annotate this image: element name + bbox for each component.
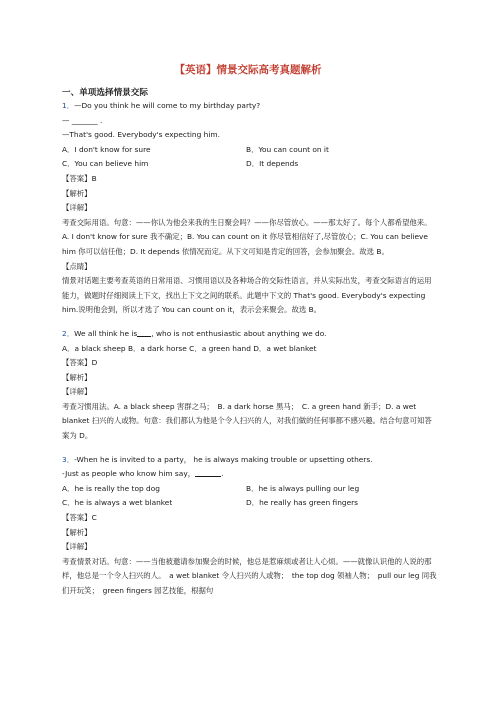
comment-text: 情景对话题主要考查英语的日常用语、习惯用语以及各种场合的交际性语言，并从实际出发，考查交际语言的运用能力，做题时仔细阅读上下文，找出上下文之间的联系。此题中下文的 That's good. Everybody's expecting him.说明他会到，所以才选了 You can count on it，表示会来聚会。故选 B。 bbox=[62, 276, 432, 315]
question-text: -Just as people who know him say， bbox=[62, 469, 196, 479]
option-b: B．You can count on it bbox=[246, 144, 329, 154]
question-1-stem bbox=[62, 99, 438, 114]
question-text: -When he is invited to a party， he is always making trouble or upsetting others. bbox=[74, 454, 373, 464]
detail-label: 【详解】 bbox=[62, 387, 92, 397]
question-text: We all think he is bbox=[74, 328, 138, 338]
option-c: C．he is always a wet blanket bbox=[62, 498, 173, 508]
option-d: D．It depends bbox=[246, 159, 299, 169]
option-b: B．he is always pulling our leg bbox=[246, 483, 360, 493]
analysis-label: 【解析】 bbox=[62, 188, 92, 198]
question-number: 3． bbox=[62, 454, 75, 464]
option-d: D．he really has green fingers bbox=[246, 498, 359, 508]
answer-label: 【答案】B bbox=[62, 173, 97, 183]
explanation-text: 考查交际用语。句意：——你认为他会来我的生日聚会吗？——你尽管放心。——那太好了。每个人都希望他来。A. I don't know for sure 我不确定；B. You can count on it 你尽管相信好了,尽管放心；C. You can believe him 你可以信任他；D. It depends 依情况而定。从下文可知是肯定的回答，会参加聚会。故选 B。 bbox=[62, 217, 432, 256]
question-number: 2． bbox=[62, 328, 75, 338]
section-heading: 一、单项选择情景交际 bbox=[62, 88, 148, 98]
document-title: 【英语】情景交际高考真题解析 bbox=[174, 64, 322, 76]
question-text: , who is not enthusiastic about anything we do. bbox=[151, 328, 327, 338]
option-a: A．I don't know for sure bbox=[62, 144, 151, 154]
answer-blank bbox=[137, 328, 151, 337]
question-3-stem bbox=[62, 453, 438, 468]
question-3-options-ab bbox=[62, 482, 438, 497]
question-number: 1． bbox=[62, 101, 75, 110]
question-text: —Do you think he will come to my birthday party? bbox=[74, 101, 261, 110]
question-3-options-cd bbox=[62, 496, 438, 511]
explanation-text: 考查情景对话。句意：——当他被邀请参加聚会的时候，他总是惹麻烦或者让人心烦。——就像认识他的人说的那样，他总是一个令人扫兴的人。 a wet blanket 令人扫兴的人或物； the top dog 领袖人物； pull our leg 同我们开玩笑； green fingers 园艺技能，根据句 bbox=[62, 556, 437, 595]
analysis-label: 【解析】 bbox=[62, 372, 92, 382]
question-1-line3: —That's good. Everybody's expecting him. bbox=[62, 130, 220, 140]
question-text: . bbox=[221, 469, 224, 479]
analysis-label: 【解析】 bbox=[62, 527, 92, 537]
comment-label: 【点睛】 bbox=[62, 261, 92, 271]
answer-label: 【答案】C bbox=[62, 513, 97, 523]
detail-label: 【详解】 bbox=[62, 203, 92, 213]
question-2-options: A．a black sheep B．a dark horse C．a green hand D．a wet blanket bbox=[62, 343, 317, 353]
answer-label: 【答案】D bbox=[62, 358, 98, 368]
question-3-line2 bbox=[62, 467, 438, 482]
option-c: C．You can believe him bbox=[62, 159, 149, 169]
question-2-stem bbox=[62, 327, 438, 342]
explanation-text: 考查习惯用法。A. a black sheep 害群之马； B. a dark horse 黑马； C. a green hand 新手；D. a wet blanket 扫兴的人或物。句意：我们都认为他是个令人扫兴的人，对我们做的任何事都不感兴趣。结合句意可知答案为 D。 bbox=[62, 401, 432, 441]
detail-label: 【详解】 bbox=[62, 542, 92, 552]
question-1-options-ab bbox=[62, 143, 438, 158]
option-a: A．he is really the top dog bbox=[62, 483, 160, 493]
answer-blank bbox=[195, 468, 224, 479]
question-1-options-cd bbox=[62, 157, 438, 172]
question-1-line2: — _______ . bbox=[62, 115, 103, 125]
document-body bbox=[62, 99, 438, 599]
